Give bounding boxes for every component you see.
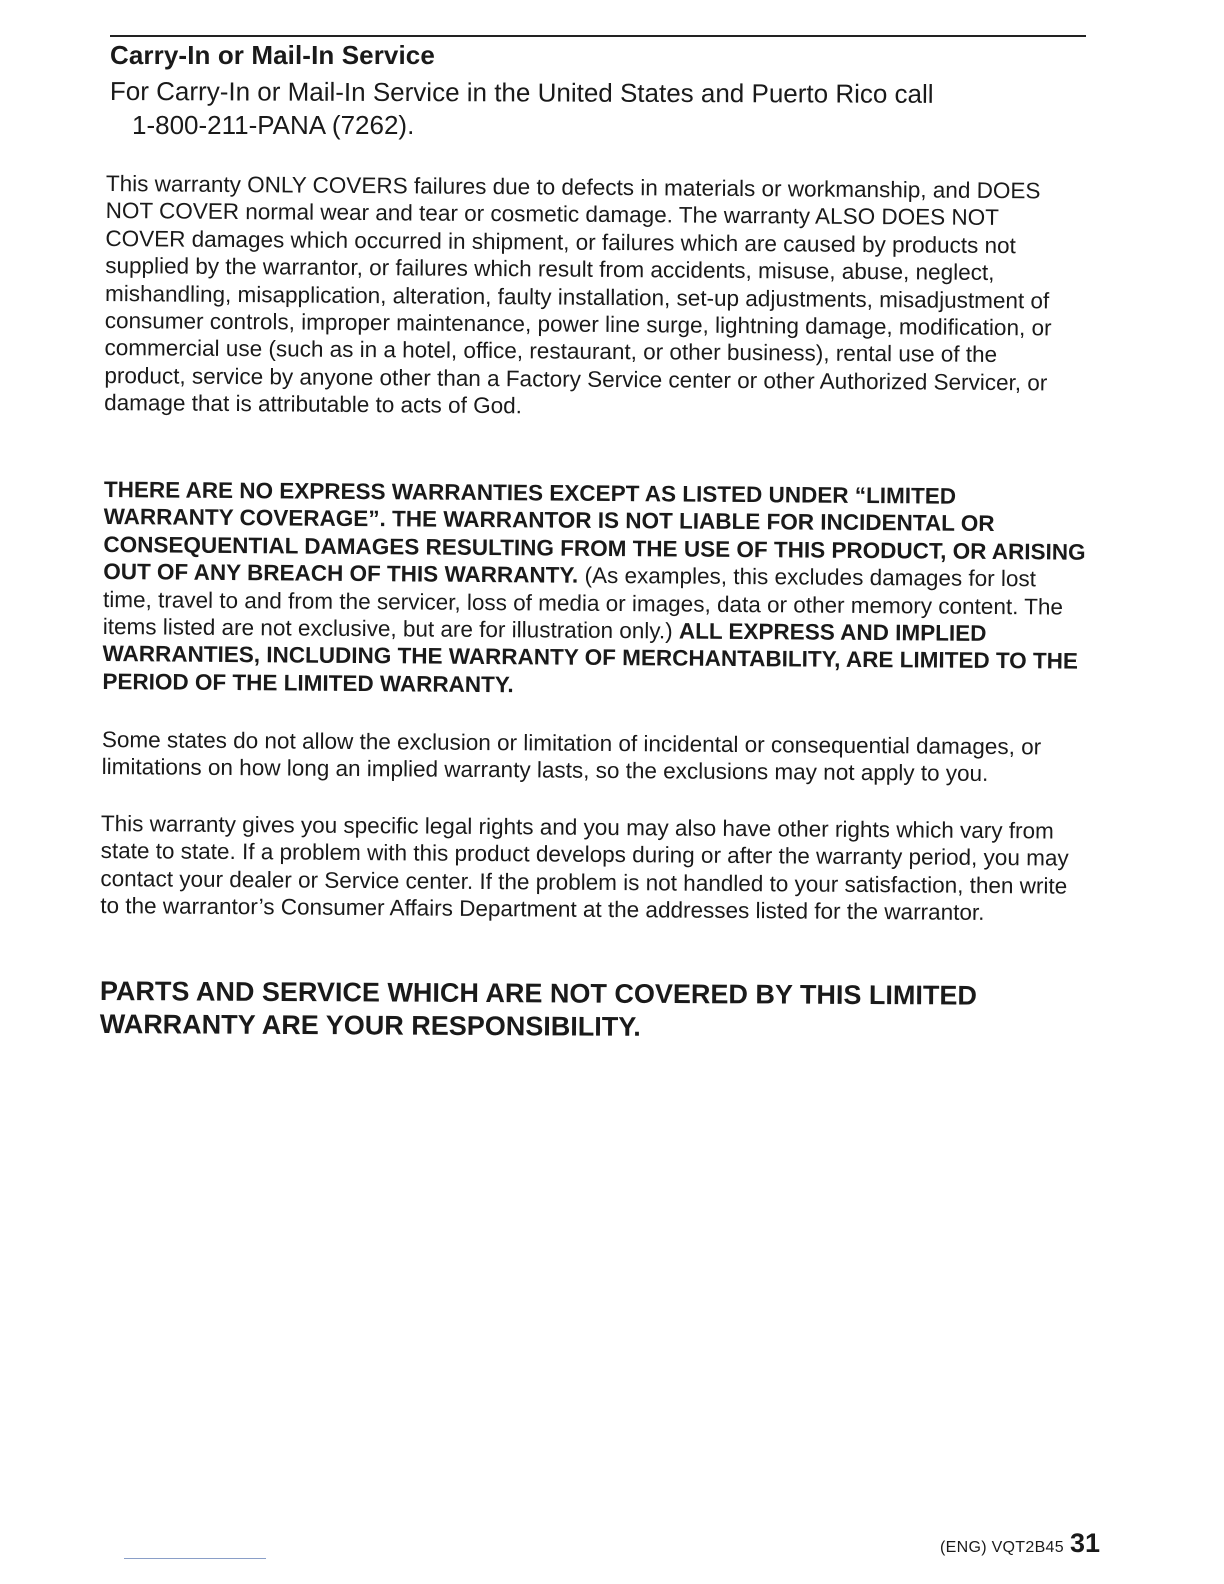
service-phone-number: 1-800-211-PANA (7262). <box>132 110 415 140</box>
express-warranty-paragraph <box>102 476 1089 703</box>
responsibility-notice: PARTS AND SERVICE WHICH ARE NOT COVERED BY THIS LIMITED WARRANTY ARE YOUR RESPONSIBILITY. <box>99 976 978 1042</box>
section-title: Carry-In or Mail-In Service <box>110 40 435 70</box>
page-footer <box>940 1528 1100 1559</box>
document-code: (ENG) VQT2B45 <box>940 1539 1064 1556</box>
legal-rights-paragraph: This warranty gives you specific legal rights and you may also have other rights which vary from state to state. If a problem with this product develops during or after the warranty period, you may contact your dealer or Service center. If the problem is not handled to your satisfaction, then write to the warrantor’s Consumer Affairs Department at the addresses listed for the warrantor. <box>100 810 1069 926</box>
top-divider <box>110 35 1086 37</box>
bottom-margin-line <box>124 1558 266 1559</box>
service-instructions: For Carry-In or Mail-In Service in the United States and Puerto Rico call <box>109 76 934 109</box>
express-warranty-examples: (As examples, this excludes damages for lost time, travel to and from the servicer, loss of media or images, data or other memory content. The items listed are not exclusive, but are for illustration only.) <box>102 562 1064 644</box>
implied-warranty-limit: ALL EXPRESS AND IMPLIED WARRANTIES, INCLUDING THE WARRANTY OF MERCHANTABILITY, ARE LIMITED TO THE PERIOD OF THE LIMITED WARRANTY. <box>102 618 1079 698</box>
state-exclusions-paragraph: Some states do not allow the exclusion or limitation of incidental or consequential damages, or limitations on how long an implied warranty lasts, so the exclusions may not apply to you. <box>101 726 1042 787</box>
page-number: 31 <box>1069 1528 1100 1558</box>
express-warranty-disclaimer: THERE ARE NO EXPRESS WARRANTIES EXCEPT AS LISTED UNDER “LIMITED WARRANTY COVERAGE”. THE WARRANTOR IS NOT LIABLE FOR INCIDENTAL OR CONSEQUENTIAL DAMAGES RESULTING FROM THE USE OF THIS PRODUCT, OR ARISING OUT OF ANY BREACH OF THIS WARRANTY. <box>103 476 1086 588</box>
coverage-paragraph: This warranty ONLY COVERS failures due to defects in materials or workmanship, and DOES NOT COVER normal wear and tear or cosmetic damage. The warranty ALSO DOES NOT COVER damages which occurred in shipment, or failures which are caused by products not supplied by the warrantor, or failures which result from accidents, misuse, abuse, neglect, mishandling, misapplication, alteration, faulty installation, set-up adjustments, misadjustment of consumer controls, improper maintenance, power line surge, lightning damage, modification, or commercial use (such as in a hotel, office, restaurant, or other business), rental use of the product, service by anyone other than a Factory Service center or other Authorized Servicer, or damage that is attributable to acts of God. <box>104 170 1052 419</box>
